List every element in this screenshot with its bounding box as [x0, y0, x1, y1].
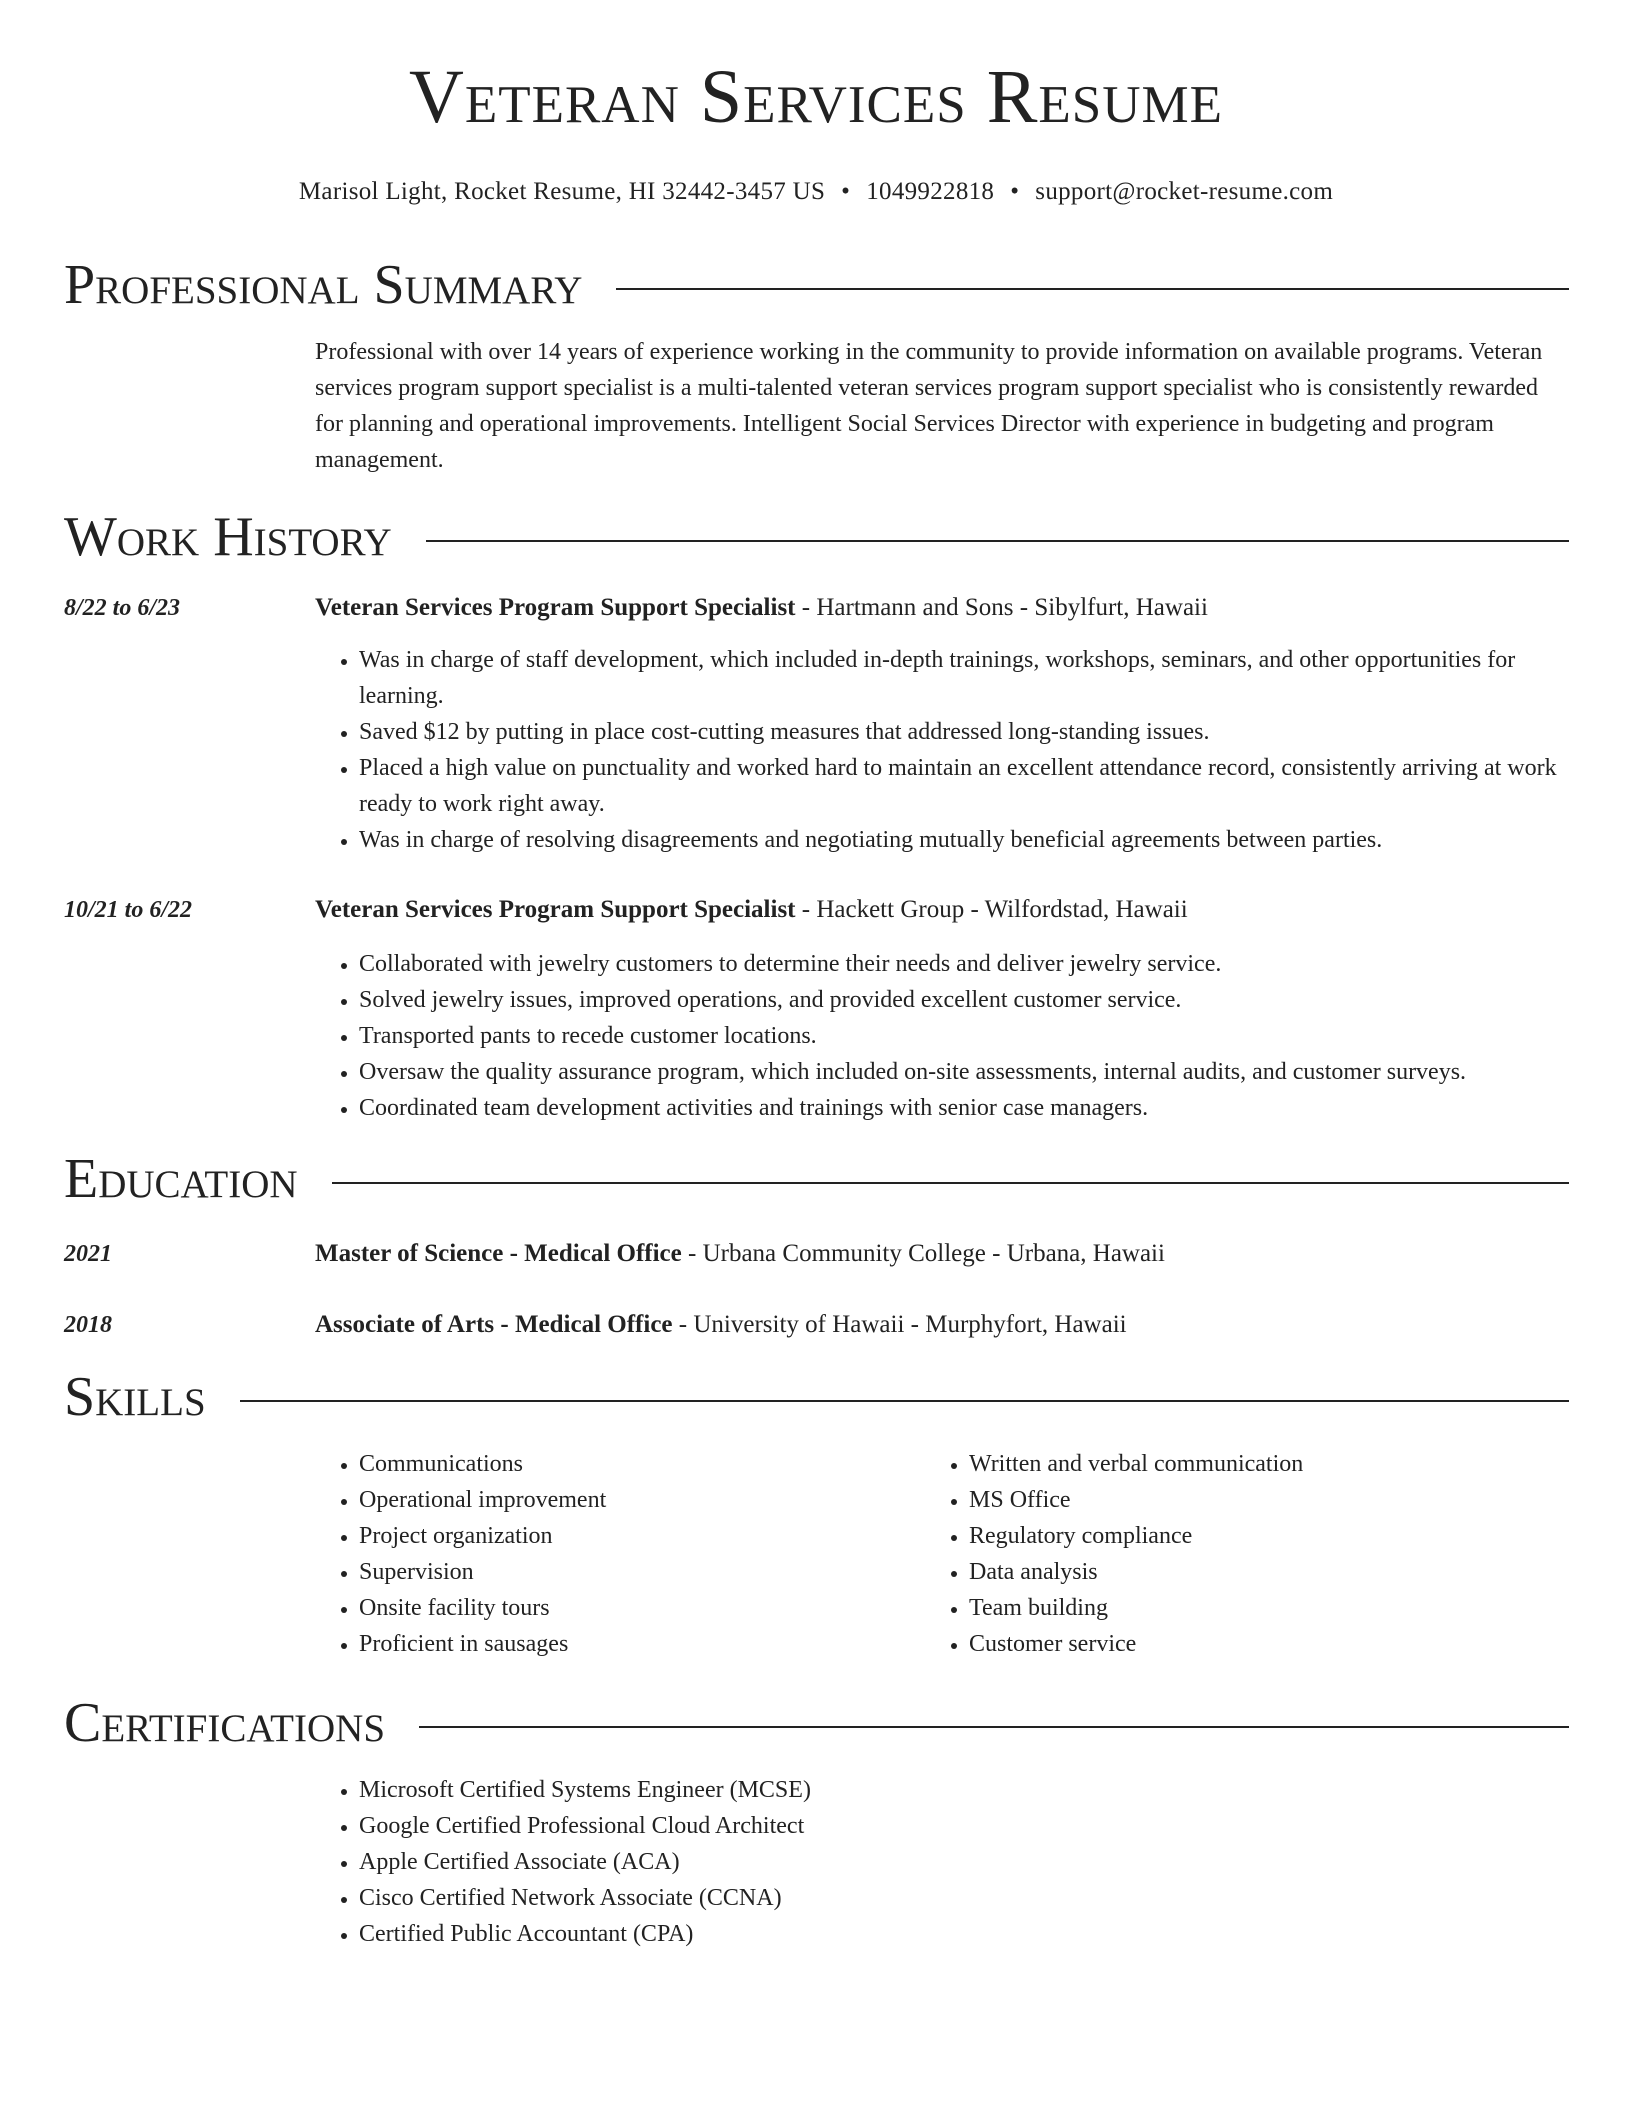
section-divider — [240, 1400, 1569, 1402]
skill-item: • Operational improvement — [359, 1482, 939, 1518]
list-item: • Solved jewelry issues, improved operations, and provided excellent customer service. — [359, 982, 1569, 1018]
list-item: • Collaborated with jewelry customers to determine their needs and deliver jewelry service. — [359, 946, 1569, 982]
education-school: - University of Hawaii - Murphyfort, Hawaii — [672, 1311, 1127, 1338]
skill-item: • Communications — [359, 1446, 939, 1482]
section-divider — [419, 1726, 1569, 1728]
skills-list-right — [925, 1446, 1589, 1662]
contact-phone: 1049922818 — [866, 178, 995, 205]
certification-item: • Microsoft Certified Systems Engineer (MCSE) — [359, 1772, 1569, 1808]
job-bullets — [315, 946, 1569, 1126]
summary-block — [315, 334, 1569, 478]
section-heading-work-history — [64, 504, 1569, 571]
skill-item: • Customer service — [969, 1626, 1589, 1662]
section-title-summary: Professional Summary — [64, 254, 583, 316]
section-heading-skills — [64, 1364, 1569, 1431]
job-dates: 10/21 to 6/22 — [64, 897, 193, 923]
section-title-certifications: Certifications — [64, 1692, 386, 1754]
job-employer: - Hackett Group - Wilfordstad, Hawaii — [795, 896, 1188, 923]
skill-item: • Proficient in sausages — [359, 1626, 939, 1662]
job-bullets — [315, 642, 1569, 858]
skill-item: • Team building — [969, 1590, 1589, 1626]
skill-item: • Written and verbal communication — [969, 1446, 1589, 1482]
contact-separator: • — [841, 178, 851, 205]
skill-item: • Onsite facility tours — [359, 1590, 939, 1626]
section-title-skills: Skills — [64, 1366, 206, 1428]
list-item: • Was in charge of resolving disagreements and negotiating mutually beneficial agreements between parties. — [359, 822, 1569, 858]
list-item: • Oversaw the quality assurance program, which included on-site assessments, internal audits, and customer surveys. — [359, 1054, 1569, 1090]
skill-item: • Supervision — [359, 1554, 939, 1590]
summary-text: Professional with over 14 years of experience working in the community to provide information on available programs. Veteran services program support specialist is a multi-talented veteran services program support specialist who is consistently rewarded for planning and operational improvements. Intelligent Social Services Director with experience in budgeting and program management. — [315, 339, 1543, 473]
certification-item: • Google Certified Professional Cloud Architect — [359, 1808, 1569, 1844]
job-title: Veteran Services Program Support Specialist — [315, 594, 796, 621]
list-item: • Transported pants to recede customer locations. — [359, 1018, 1569, 1054]
job-heading — [315, 892, 1569, 928]
list-item: • Placed a high value on punctuality and worked hard to maintain an excellent attendance record, consistently arriving at work ready to work right away. — [359, 750, 1569, 822]
skill-item: • Project organization — [359, 1518, 939, 1554]
job-heading — [315, 590, 1569, 626]
certification-item: • Apple Certified Associate (ACA) — [359, 1844, 1569, 1880]
list-item: • Was in charge of staff development, which included in-depth trainings, workshops, seminars, and other opportunities for learning. — [359, 642, 1569, 714]
skills-list-left — [315, 1446, 939, 1662]
certifications-list — [315, 1772, 1569, 1952]
section-title-education: Education — [64, 1148, 298, 1210]
section-divider — [332, 1182, 1569, 1184]
education-year: 2018 — [64, 1312, 112, 1338]
contact-email: support@rocket-resume.com — [1035, 178, 1334, 205]
job-dates: 8/22 to 6/23 — [64, 595, 181, 621]
section-divider — [616, 288, 1569, 290]
job-employer: - Hartmann and Sons - Sibylfurt, Hawaii — [795, 594, 1208, 621]
resume-title: Veteran Services Resume — [408, 55, 1224, 139]
certification-item: • Certified Public Accountant (CPA) — [359, 1916, 1569, 1952]
list-item: • Coordinated team development activities and trainings with senior case managers. — [359, 1090, 1569, 1126]
education-degree: Master of Science - Medical Office — [315, 1240, 682, 1267]
skill-item: • Data analysis — [969, 1554, 1589, 1590]
education-entry — [315, 1236, 1569, 1272]
contact-separator: • — [1010, 178, 1020, 205]
skill-item: • MS Office — [969, 1482, 1589, 1518]
section-heading-summary — [64, 252, 1569, 319]
contact-line — [0, 174, 1632, 210]
education-school: - Urbana Community College - Urbana, Hawaii — [681, 1240, 1165, 1267]
job-title: Veteran Services Program Support Specialist — [315, 896, 796, 923]
education-entry — [315, 1307, 1569, 1343]
section-heading-education — [64, 1146, 1569, 1213]
contact-address: Marisol Light, Rocket Resume, HI 32442-3457 US — [298, 178, 826, 205]
skill-item: • Regulatory compliance — [969, 1518, 1589, 1554]
section-divider — [426, 540, 1569, 542]
section-heading-certifications — [64, 1690, 1569, 1757]
education-year: 2021 — [64, 1241, 112, 1267]
section-title-work-history: Work History — [64, 506, 392, 568]
education-degree: Associate of Arts - Medical Office — [315, 1311, 673, 1338]
list-item: • Saved $12 by putting in place cost-cutting measures that addressed long-standing issues. — [359, 714, 1569, 750]
certification-item: • Cisco Certified Network Associate (CCNA) — [359, 1880, 1569, 1916]
